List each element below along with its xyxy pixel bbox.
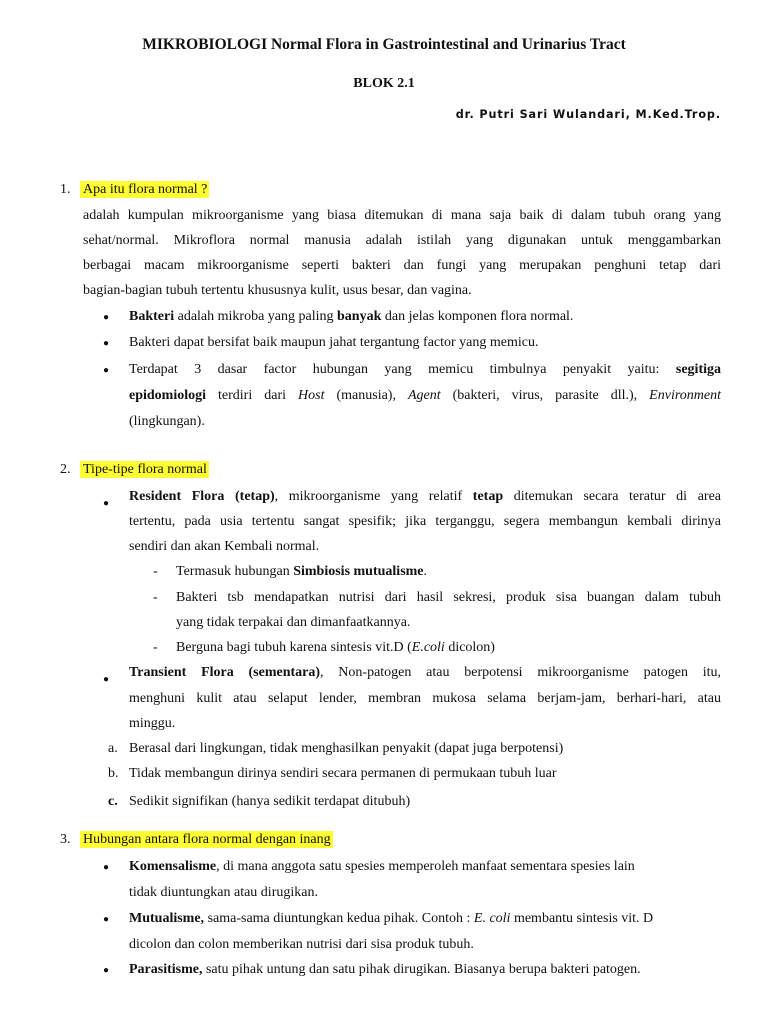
transient-point-a: Berasal dari lingkungan, tidak menghasilkan penyakit (dapat juga berpotensi) — [129, 741, 564, 756]
section-1-heading-text: Apa itu flora normal ? — [80, 181, 209, 198]
bullet-text: , mikroorganisme yang relatif — [274, 489, 473, 504]
paragraph-line: adalah kumpulan mikroorganisme yang biasa ditemukan di mana saja baik di dalam tubuh orang yang — [83, 208, 721, 223]
bullet-text: Terdapat 3 dasar factor hubungan yang memicu timbulnya penyakit yaitu: — [129, 362, 676, 377]
paragraph-line: berbagai macam mikroorganisme seperti bakteri dan fungi yang merupakan penghuni tetap dari — [83, 258, 721, 273]
section-3-heading-text: Hubungan antara flora normal dengan inang — [80, 831, 333, 848]
bold-term: Komensalisme — [129, 859, 217, 874]
mutualisme-item — [129, 906, 709, 958]
section-3-heading — [80, 832, 333, 848]
block-label: BLOK 2.1 — [353, 76, 415, 91]
resident-subitem-2 — [176, 585, 721, 635]
subitem-text: Bakteri tsb mendapatkan nutrisi dari hasil sekresi, produk sisa buangan dalam tubuh — [176, 590, 721, 605]
section-1-bullet-1 — [129, 304, 721, 330]
bullet-icon: ● — [103, 312, 110, 323]
dash-marker: - — [153, 640, 158, 655]
italic-term: E. coli — [473, 911, 511, 926]
bullet-icon: ● — [103, 365, 110, 376]
subitem-text: . — [423, 564, 428, 579]
italic-term: Host — [298, 388, 325, 403]
bullet-text: (manusia), — [324, 388, 408, 403]
subitem-text: dicolon) — [444, 640, 495, 655]
list-letter: a. — [108, 741, 118, 756]
parasitisme-item — [129, 957, 729, 983]
subitem-text: Termasuk hubungan — [176, 564, 294, 579]
bold-term: Simbiosis mutualisme — [293, 564, 424, 579]
section-2-heading-text: Tipe-tipe flora normal — [80, 461, 209, 478]
bullet-text: ditemukan secara teratur di area — [503, 489, 721, 504]
bullet-text: , Non-patogen atau berpotensi mikroorganisme patogen itu, — [320, 665, 721, 680]
transient-point-c: Sedikit signifikan (hanya sedikit terdapat ditubuh) — [129, 794, 411, 809]
bullet-text: tertentu, pada usia tertentu sangat spesifik; jika terganggu, segera membangun kembali dirinya — [129, 514, 721, 529]
dash-marker: - — [153, 590, 158, 605]
bullet-icon: ● — [103, 338, 110, 349]
bold-term: tetap — [472, 489, 504, 504]
bullet-icon: ● — [103, 674, 110, 685]
bold-term: epidomiologi — [129, 388, 207, 403]
section-1-number: 1. — [60, 182, 71, 197]
bullet-icon: ● — [103, 862, 110, 873]
bold-term: Mutualisme, — [129, 911, 205, 926]
bold-term: Parasitisme, — [129, 962, 203, 977]
section-1-bullet-3 — [129, 357, 721, 435]
section-1-paragraph — [83, 203, 721, 303]
list-letter: c. — [108, 794, 118, 809]
resident-subitem-3 — [176, 635, 721, 660]
bullet-text: adalah mikroba yang paling — [174, 309, 338, 324]
bold-term: Resident Flora (tetap) — [129, 489, 275, 504]
bullet-text: membantu sintesis vit. D — [510, 911, 654, 926]
paragraph-line: sehat/normal. Mikroflora normal manusia adalah istilah yang digunakan untuk menggambarkan — [83, 233, 721, 248]
author-name: dr. Putri Sari Wulandari, M.Ked.Trop. — [455, 108, 721, 121]
bold-term: Bakteri — [129, 309, 175, 324]
italic-term: Agent — [407, 388, 441, 403]
dash-marker: - — [153, 564, 158, 579]
resident-flora-item — [129, 484, 721, 559]
transient-point-b: Tidak membangun dirinya sendiri secara permanen di permukaan tubuh luar — [129, 766, 557, 781]
section-2-number: 2. — [60, 462, 71, 477]
bullet-text: tidak diuntungkan atau dirugikan. — [129, 885, 318, 900]
subitem-text: Berguna bagi tubuh karena sintesis vit.D ( — [176, 640, 412, 655]
paragraph-line: bagian-bagian tubuh tertentu khususnya kulit, usus besar, dan vagina. — [83, 283, 472, 298]
section-1-heading — [80, 182, 209, 198]
document-title: MIKROBIOLOGI Normal Flora in Gastrointestinal and Urinarius Tract — [142, 36, 626, 53]
subitem-text: yang tidak terpakai dan dimanfaatkannya. — [176, 615, 411, 630]
section-2-heading — [80, 462, 209, 478]
bullet-text: satu pihak untung dan satu pihak dirugikan. Biasanya berupa bakteri patogen. — [202, 962, 641, 977]
bullet-text: (bakteri, virus, parasite dll.), — [440, 388, 650, 403]
bold-term: banyak — [337, 309, 382, 324]
section-1-bullet-2 — [129, 330, 721, 356]
list-letter: b. — [108, 766, 119, 781]
bullet-icon: ● — [103, 498, 110, 509]
bullet-text: minggu. — [129, 716, 176, 731]
section-3-number: 3. — [60, 832, 71, 847]
italic-term: E.coli — [411, 640, 445, 655]
bullet-text: sendiri dan akan Kembali normal. — [129, 539, 320, 554]
komensalisme-item — [129, 854, 709, 906]
bullet-text: , di mana anggota satu spesies memperoleh manfaat sementara spesies lain — [216, 859, 635, 874]
bold-term: Transient Flora (sementara) — [129, 665, 321, 680]
bullet-text: sama-sama diuntungkan kedua pihak. Contoh : — [204, 911, 474, 926]
bullet-text: (lingkungan). — [129, 414, 205, 429]
transient-flora-item — [129, 660, 721, 737]
bullet-icon: ● — [103, 965, 110, 976]
italic-term: Environment — [649, 388, 721, 403]
bold-term: segitiga — [675, 362, 721, 377]
resident-subitem-1 — [176, 559, 721, 584]
bullet-text: menghuni kulit atau selaput lender, membran mukosa selama berjam-jam, berhari-hari, atau — [129, 690, 721, 706]
bullet-text: terdiri dari — [206, 388, 299, 403]
bullet-text: Bakteri dapat bersifat baik maupun jahat tergantung factor yang memicu. — [129, 335, 539, 350]
bullet-text: dicolon dan colon memberikan nutrisi dari sisa produk tubuh. — [129, 937, 474, 952]
bullet-text: dan jelas komponen flora normal. — [381, 309, 574, 324]
bullet-icon: ● — [103, 914, 110, 925]
